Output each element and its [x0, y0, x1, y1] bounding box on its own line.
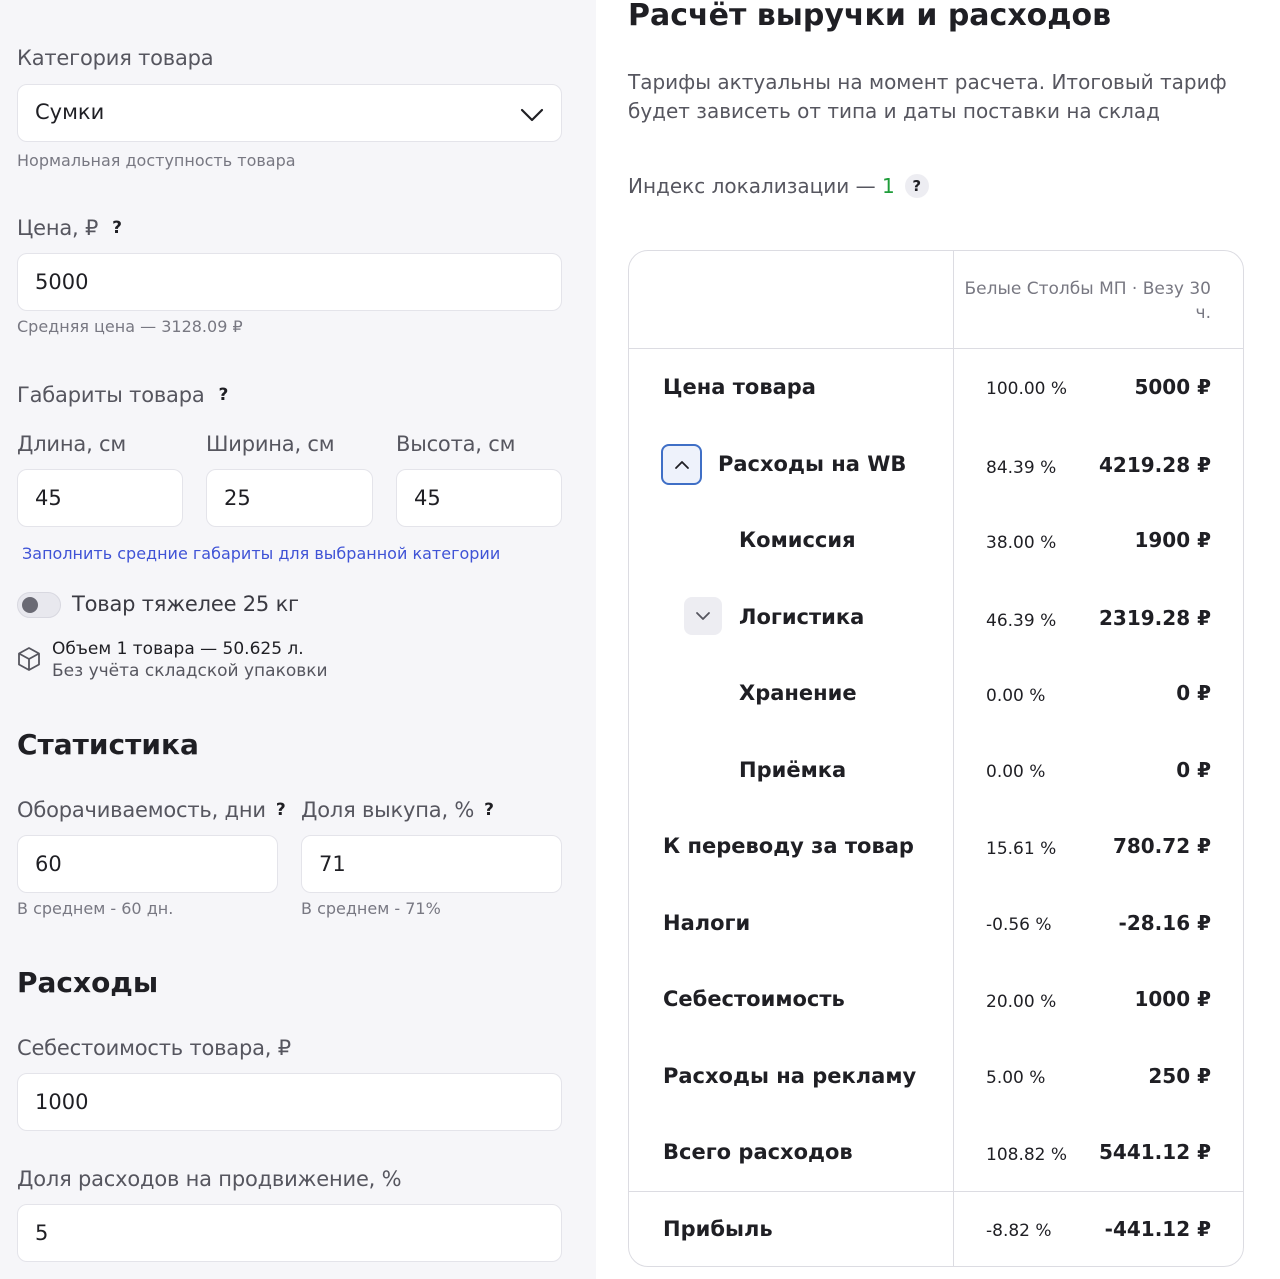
- row-value: 2319.28 ₽: [1099, 606, 1211, 630]
- row-name: Хранение: [739, 681, 857, 705]
- table-column-divider: [953, 251, 954, 1267]
- buyout-label: Доля выкупа, %: [301, 798, 475, 822]
- row-name: Расходы на рекламу: [663, 1064, 917, 1088]
- dimensions-help-icon[interactable]: ?: [218, 385, 229, 405]
- localization-value: 1: [881, 174, 895, 198]
- results-table: [628, 250, 1244, 1267]
- row-percent: 38.00 %: [986, 533, 1057, 553]
- dimensions-label-row: [17, 383, 228, 407]
- turnover-label: Оборачиваемость, дни: [17, 798, 266, 822]
- row-value: 4219.28 ₽: [1099, 453, 1211, 477]
- category-select[interactable]: [17, 84, 562, 142]
- row-value: 780.72 ₽: [1112, 834, 1211, 858]
- profit-row-name: Прибыль: [663, 1217, 773, 1241]
- profit-row-percent: -8.82 %: [986, 1221, 1052, 1241]
- height-input[interactable]: [397, 470, 561, 526]
- price-hint: Средняя цена — 3128.09 ₽: [17, 317, 243, 336]
- promo-share-input[interactable]: [18, 1205, 561, 1261]
- expenses-heading: Расходы: [17, 966, 159, 999]
- buyout-hint: В среднем - 71%: [301, 899, 441, 918]
- row-name: Всего расходов: [663, 1140, 853, 1164]
- row-percent: 84.39 %: [986, 458, 1057, 478]
- volume-text: Объем 1 товара — 50.625 л.: [52, 639, 304, 659]
- profit-row-value: -441.12 ₽: [1104, 1217, 1211, 1241]
- buyout-label-row: [301, 798, 494, 822]
- row-value: 5441.12 ₽: [1099, 1140, 1211, 1164]
- statistics-heading: Статистика: [17, 728, 199, 761]
- warehouse-header: Белые Столбы МП · Везу 30 ч.: [964, 279, 1211, 323]
- price-field[interactable]: [17, 253, 562, 311]
- cost-field[interactable]: [17, 1073, 562, 1131]
- row-percent: 0.00 %: [986, 686, 1046, 706]
- row-percent: 15.61 %: [986, 839, 1057, 859]
- turnover-help-icon[interactable]: ?: [275, 800, 286, 820]
- volume-note: Без учёта складской упаковки: [52, 661, 328, 681]
- row-name: Себестоимость: [663, 987, 845, 1011]
- result-subtitle: Тарифы актуальны на момент расчета. Итоговый тариф будет зависеть от типа и даты поставки на склад: [628, 70, 1227, 123]
- table-footer-divider: [629, 1191, 1244, 1192]
- toggle-knob: [22, 597, 38, 613]
- promo-share-label: Доля расходов на продвижение, %: [17, 1167, 402, 1191]
- turnover-hint: В среднем - 60 дн.: [17, 899, 174, 918]
- collapse-wb-expenses-button[interactable]: [661, 444, 702, 485]
- cost-label: Себестоимость товара, ₽: [17, 1036, 291, 1060]
- row-name: Налоги: [663, 911, 751, 935]
- row-percent: 20.00 %: [986, 992, 1057, 1012]
- price-input[interactable]: [18, 254, 561, 310]
- heavy-item-toggle[interactable]: [17, 592, 61, 618]
- row-percent: 100.00 %: [986, 379, 1068, 399]
- row-name: Приёмка: [739, 758, 847, 782]
- turnover-input[interactable]: [18, 836, 277, 892]
- row-percent: 0.00 %: [986, 762, 1046, 782]
- buyout-help-icon[interactable]: ?: [484, 800, 494, 820]
- row-name: Логистика: [739, 605, 865, 629]
- category-hint: Нормальная доступность товара: [17, 151, 296, 170]
- row-value: 0 ₽: [1176, 758, 1211, 782]
- buyout-input[interactable]: [302, 836, 561, 892]
- dimensions-label: Габариты товара: [17, 383, 205, 407]
- price-label-row: [17, 216, 122, 240]
- promo-share-field[interactable]: [17, 1204, 562, 1262]
- heavy-item-label: Товар тяжелее 25 кг: [72, 592, 299, 616]
- chevron-down-icon: [520, 103, 544, 127]
- length-field[interactable]: [17, 469, 183, 527]
- row-percent: 108.82 %: [986, 1145, 1068, 1165]
- row-percent: 46.39 %: [986, 611, 1057, 631]
- category-label: Категория товара: [17, 46, 214, 70]
- row-name: К переводу за товар: [663, 834, 914, 858]
- localization-label: Индекс локализации —: [628, 174, 882, 198]
- fill-average-dimensions-link[interactable]: Заполнить средние габариты для выбранной категории: [22, 544, 501, 563]
- length-input[interactable]: [18, 470, 182, 526]
- chevron-down-icon: [694, 607, 712, 625]
- localization-help-icon[interactable]: ?: [905, 174, 929, 198]
- width-label: Ширина, см: [206, 432, 335, 456]
- table-header-divider: [629, 348, 1244, 349]
- box-icon: [16, 646, 42, 672]
- height-field[interactable]: [396, 469, 562, 527]
- row-name: Комиссия: [739, 528, 856, 552]
- width-field[interactable]: [206, 469, 373, 527]
- expand-logistics-button[interactable]: [684, 597, 722, 635]
- row-value: 0 ₽: [1176, 681, 1211, 705]
- row-value: 1900 ₽: [1134, 528, 1211, 552]
- buyout-field[interactable]: [301, 835, 562, 893]
- row-value: 250 ₽: [1148, 1064, 1211, 1088]
- chevron-up-icon: [673, 456, 691, 474]
- turnover-field[interactable]: [17, 835, 278, 893]
- row-percent: -0.56 %: [986, 915, 1052, 935]
- row-name: Расходы на WB: [718, 452, 907, 476]
- localization-index: [628, 174, 929, 198]
- price-help-icon[interactable]: ?: [112, 218, 122, 238]
- price-label: Цена, ₽: [17, 216, 99, 240]
- cost-input[interactable]: [18, 1074, 561, 1130]
- row-value: -28.16 ₽: [1118, 911, 1211, 935]
- row-name: Цена товара: [663, 375, 816, 399]
- width-input[interactable]: [207, 470, 372, 526]
- height-label: Высота, см: [396, 432, 516, 456]
- category-select-value: Сумки: [35, 100, 105, 124]
- length-label: Длина, см: [17, 432, 127, 456]
- row-percent: 5.00 %: [986, 1068, 1046, 1088]
- row-value: 5000 ₽: [1134, 375, 1211, 399]
- row-value: 1000 ₽: [1134, 987, 1211, 1011]
- result-title: Расчёт выручки и расходов: [628, 0, 1112, 33]
- turnover-label-row: [17, 798, 286, 822]
- calculator-form-panel: [0, 0, 596, 1279]
